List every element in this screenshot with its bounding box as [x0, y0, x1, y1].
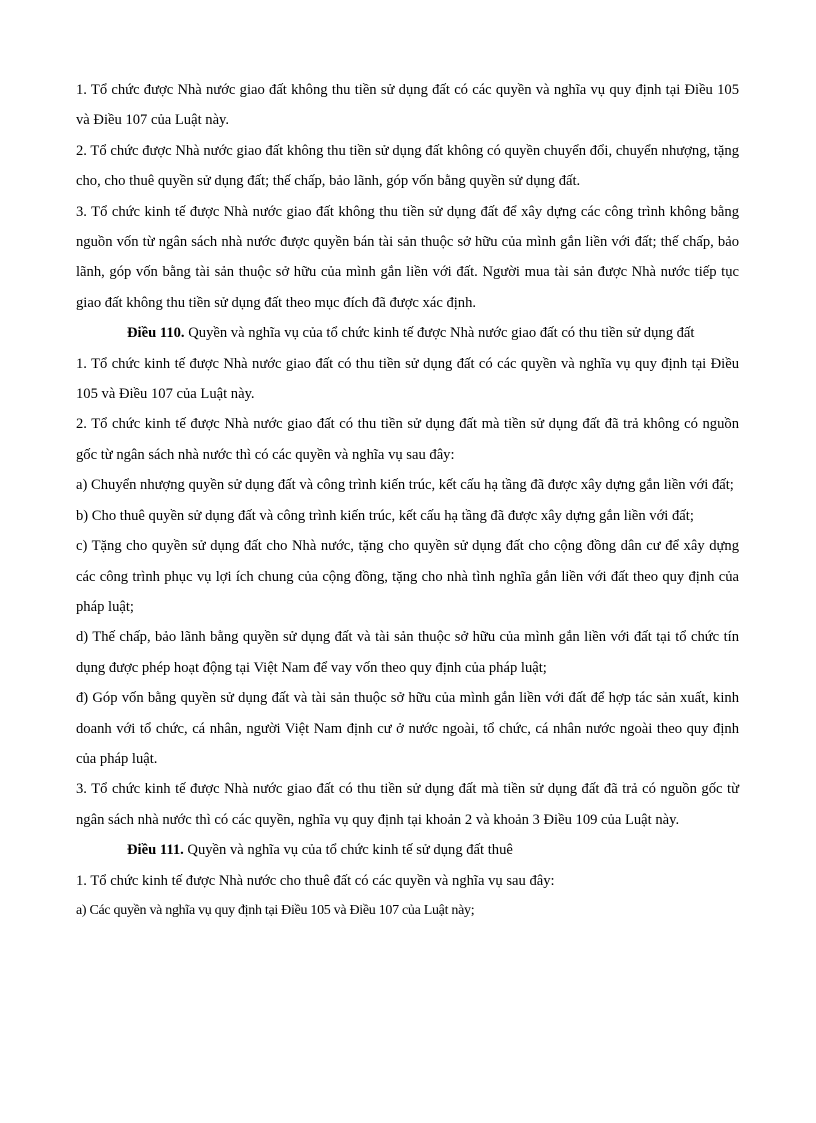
paragraph-110-2c: c) Tặng cho quyền sử dụng đất cho Nhà nước, tặng cho quyền sử dụng đất cho cộng đồng dân cư để xây dựng các công trình phục vụ lợi ích chung của cộng đồng, tặng cho nhà tình nghĩa gắn liền với đất theo quy định của pháp luật;	[76, 538, 739, 615]
paragraph-110-2d: d) Thế chấp, bảo lãnh bằng quyền sử dụng đất và tài sản thuộc sở hữu của mình gắn liền với đất tại tổ chức tín dụng được phép hoạt động tại Việt Nam để vay vốn theo quy định của pháp luật;	[76, 629, 739, 676]
paragraph-2: 2. Tổ chức được Nhà nước giao đất không thu tiền sử dụng đất không có quyền chuyển đổi, chuyển nhượng, tặng cho, cho thuê quyền sử dụng đất; thế chấp, bảo lãnh, góp vốn bằng quyền sử dụng đất.	[76, 142, 739, 190]
paragraph-110-2b: b) Cho thuê quyền sử dụng đất và công trình kiến trúc, kết cấu hạ tầng đã được xây dựng gắn liền với đất;	[76, 507, 694, 524]
article-111-label: Điều 111.	[127, 842, 184, 859]
paragraph-110-2: 2. Tổ chức kinh tế được Nhà nước giao đất có thu tiền sử dụng đất mà tiền sử dụng đất đã trả không có nguồn gốc từ ngân sách nhà nước thì có các quyền và nghĩa vụ sau đây:	[76, 416, 739, 463]
paragraph-110-2a: a) Chuyển nhượng quyền sử dụng đất và công trình kiến trúc, kết cấu hạ tầng đã được xây dựng gắn liền với đất;	[76, 477, 734, 494]
article-110-heading	[76, 318, 739, 348]
paragraph-111-1a: a) Các quyền và nghĩa vụ quy định tại Điều 105 và Điều 107 của Luật này;	[76, 902, 475, 918]
article-111-title: Quyền và nghĩa vụ của tổ chức kinh tế sử dụng đất thuê	[183, 842, 513, 859]
article-110-label: Điều 110.	[127, 325, 185, 342]
article-110-title: Quyền và nghĩa vụ của tổ chức kinh tế được Nhà nước giao đất có thu tiền sử dụng đất	[184, 325, 695, 342]
paragraph-3: 3. Tổ chức kinh tế được Nhà nước giao đất không thu tiền sử dụng đất để xây dựng các công trình không bằng nguồn vốn từ ngân sách nhà nước được quyền bán tài sản thuộc sở hữu của mình gắn liền với đất; thế chấp, bảo lãnh, góp vốn bằng tài sản thuộc sở hữu của mình gắn liền với đất. Người mua tài sản được Nhà nước tiếp tục giao đất không thu tiền sử dụng đất theo mục đích đã được xác định.	[76, 203, 739, 311]
paragraph-110-2dd: đ) Góp vốn bằng quyền sử dụng đất và tài sản thuộc sở hữu của mình gắn liền với đất để hợp tác sản xuất, kinh doanh với tổ chức, cá nhân, người Việt Nam định cư ở nước ngoài, tổ chức, cá nhân nước ngoài theo quy định của pháp luật.	[76, 690, 739, 767]
article-111-heading	[76, 835, 739, 865]
paragraph-1: 1. Tổ chức được Nhà nước giao đất không thu tiền sử dụng đất có các quyền và nghĩa vụ quy định tại Điều 105 và Điều 107 của Luật này.	[76, 82, 739, 129]
paragraph-110-3: 3. Tổ chức kinh tế được Nhà nước giao đất có thu tiền sử dụng đất mà tiền sử dụng đất đã trả có nguồn gốc từ ngân sách nhà nước thì có các quyền, nghĩa vụ quy định tại khoản 2 và khoản 3 Điều 109 của Luật này.	[76, 781, 739, 828]
paragraph-110-1: 1. Tổ chức kinh tế được Nhà nước giao đất có thu tiền sử dụng đất có các quyền và nghĩa vụ quy định tại Điều 105 và Điều 107 của Luật này.	[76, 355, 739, 403]
paragraph-111-1: 1. Tổ chức kinh tế được Nhà nước cho thuê đất có các quyền và nghĩa vụ sau đây:	[76, 872, 555, 889]
